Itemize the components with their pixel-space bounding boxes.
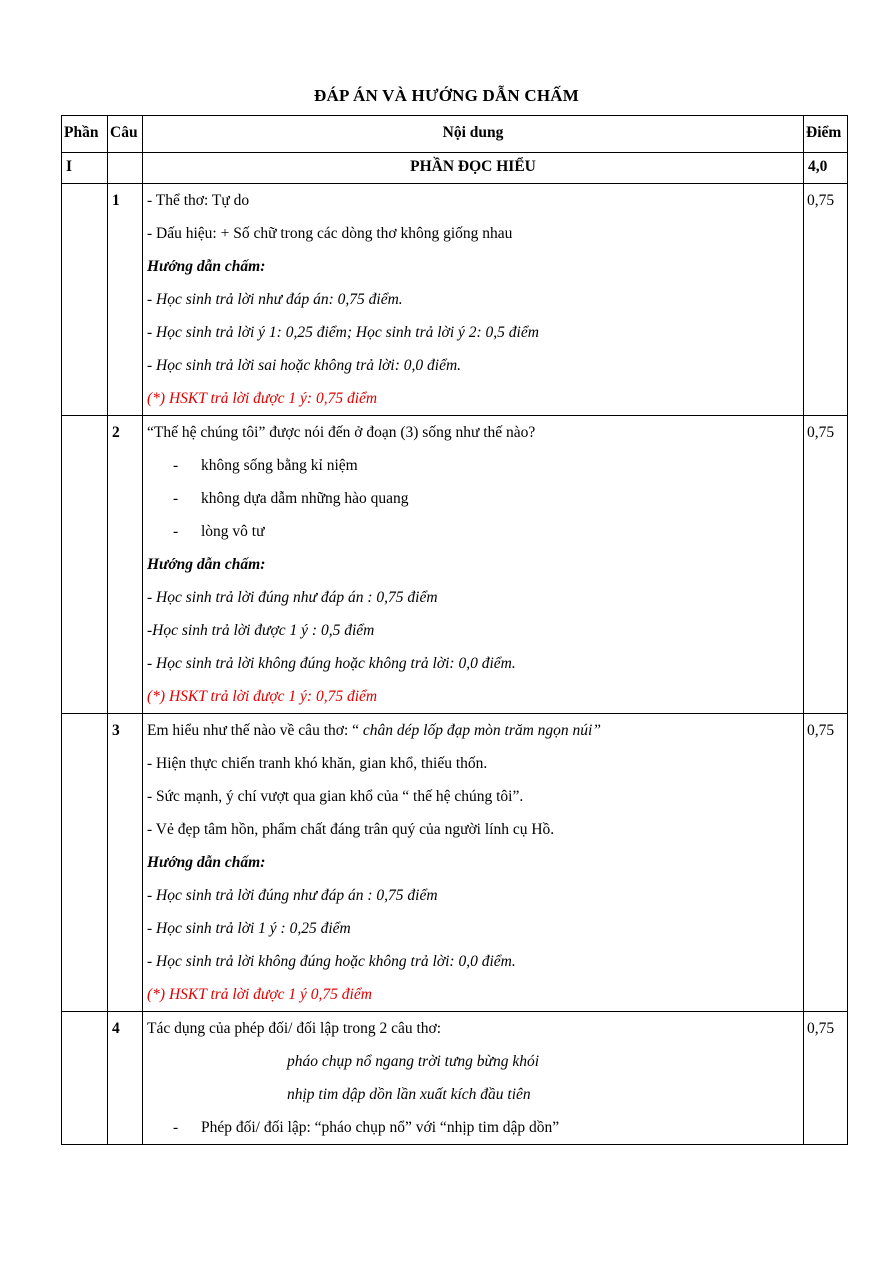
document-title: ĐÁP ÁN VÀ HƯỚNG DẪN CHẤM [314,86,579,105]
question-content [143,714,804,1012]
header-part: Phần [62,116,108,153]
section-question [108,153,143,184]
grading-heading: Hướng dẫn chấm: [147,854,266,871]
section-part: I [62,153,108,184]
question-prompt: “Thế hệ chúng tôi” được nói đến ở đoạn (3) sống như thế nào? [147,424,536,441]
answer-table [61,115,848,1145]
grading-line: - Học sinh trả lời đúng như đáp án : 0,75 điểm [147,589,438,606]
grading-line: - Học sinh trả lời không đúng hoặc không trả lời: 0,0 điểm. [147,953,516,970]
question-content [143,1012,804,1145]
bullet-text: Phép đối/ đối lập: “pháo chụp nổ” với “nhịp tim dập dồn” [201,1119,560,1136]
grading-heading: Hướng dẫn chấm: [147,556,266,573]
bullet-item [147,449,799,482]
section-title: PHẦN ĐỌC HIỂU [143,153,804,184]
question-score: 0,75 [804,416,848,714]
poem-line: pháo chụp nổ ngang trời tưng bừng khói [287,1053,540,1070]
section-row [62,153,848,184]
grading-line: - Học sinh trả lời ý 1: 0,25 điểm; Học sinh trả lời ý 2: 0,5 điểm [147,324,539,341]
grading-line: -Học sinh trả lời được 1 ý : 0,5 điểm [147,622,375,639]
bullet-dash: - [173,1119,179,1136]
question-prompt [147,714,799,747]
section-score: 4,0 [804,153,848,184]
hskt-note: (*) HSKT trả lời được 1 ý: 0,75 điểm [147,390,378,407]
bullet-dash: - [173,523,179,540]
answer-line: - Vẻ đẹp tâm hồn, phẩm chất đáng trân quý của người lính cụ Hồ. [147,821,555,838]
question-score: 0,75 [804,714,848,1012]
prompt-text: Em hiểu như thế nào về câu thơ: “ [147,722,363,739]
question-score: 0,75 [804,184,848,416]
prompt-quote: chân dép lốp đạp mòn trăm ngọn núi” [362,722,601,739]
question-row-2 [62,416,848,714]
question-content [143,416,804,714]
question-row-1 [62,184,848,416]
bullet-text: không sống bằng kỉ niệm [201,457,358,474]
bullet-dash: - [173,457,179,474]
answer-line: - Dấu hiệu: + Số chữ trong các dòng thơ không giống nhau [147,225,513,242]
question-row-4 [62,1012,848,1145]
part-cell [62,184,108,416]
question-number: 1 [108,184,143,416]
header-score: Điểm [804,116,848,153]
answer-line: - Sức mạnh, ý chí vượt qua gian khổ của “ thế hệ chúng tôi”. [147,788,524,805]
part-cell [62,714,108,1012]
question-number: 2 [108,416,143,714]
grading-line: - Học sinh trả lời không đúng hoặc không trả lời: 0,0 điểm. [147,655,516,672]
answer-line: - Hiện thực chiến tranh khó khăn, gian khổ, thiếu thốn. [147,755,488,772]
question-prompt: Tác dụng của phép đối/ đối lập trong 2 câu thơ: [147,1020,442,1037]
header-question: Câu [108,116,143,153]
poem-line: nhịp tim dập dồn lần xuất kích đầu tiên [287,1086,531,1103]
grading-line: - Học sinh trả lời 1 ý : 0,25 điểm [147,920,351,937]
grading-heading: Hướng dẫn chấm: [147,258,266,275]
grading-line: - Học sinh trả lời như đáp án: 0,75 điểm. [147,291,403,308]
part-cell [62,1012,108,1145]
question-score: 0,75 [804,1012,848,1145]
grading-line: - Học sinh trả lời đúng như đáp án : 0,75 điểm [147,887,438,904]
bullet-item [147,515,799,548]
hskt-note: (*) HSKT trả lời được 1 ý 0,75 điểm [147,986,372,1003]
bullet-text: không dựa dẫm những hào quang [201,490,409,507]
bullet-text: lòng vô tư [201,523,265,540]
part-cell [62,416,108,714]
question-number: 3 [108,714,143,1012]
question-row-3 [62,714,848,1012]
question-content [143,184,804,416]
header-content: Nội dung [143,116,804,153]
bullet-item [147,482,799,515]
bullet-item [147,1111,799,1144]
hskt-note: (*) HSKT trả lời được 1 ý: 0,75 điểm [147,688,378,705]
grading-line: - Học sinh trả lời sai hoặc không trả lời: 0,0 điểm. [147,357,462,374]
bullet-dash: - [173,490,179,507]
table-header-row [62,116,848,153]
answer-line: - Thể thơ: Tự do [147,192,250,209]
question-number: 4 [108,1012,143,1145]
